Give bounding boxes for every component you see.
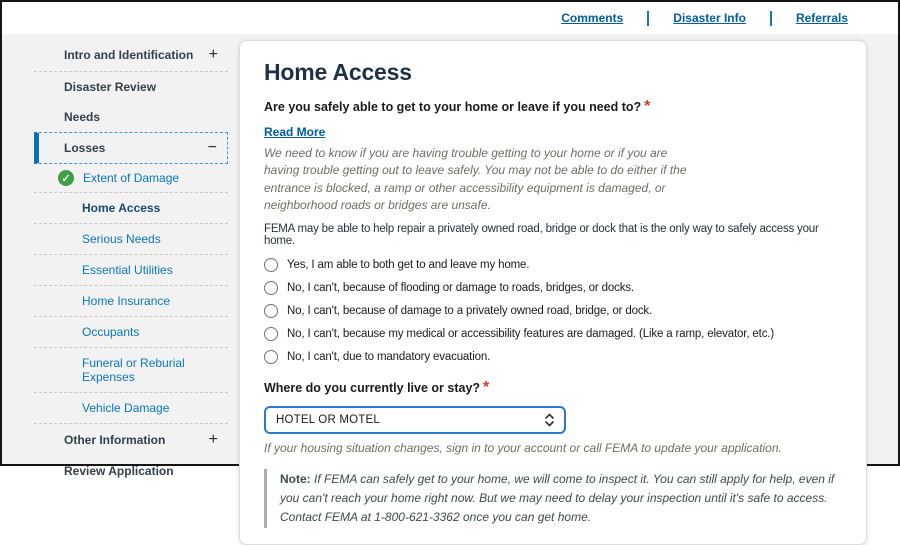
radio-label: No, I can't, because of flooding or damage to roads, bridges, or docks. bbox=[287, 281, 634, 294]
radio-option-mandatory-evacuation[interactable] bbox=[264, 350, 842, 364]
radio-option-flooding-damage[interactable] bbox=[264, 281, 842, 295]
nav-link-referrals[interactable]: Referrals bbox=[795, 11, 848, 25]
radio-button[interactable] bbox=[264, 281, 278, 295]
sidebar-item-home-insurance[interactable]: Home Insurance bbox=[82, 294, 171, 308]
sidebar-item-home-access[interactable]: Home Access bbox=[82, 201, 161, 215]
top-navigation bbox=[2, 2, 898, 34]
plus-icon[interactable]: + bbox=[208, 46, 218, 63]
read-more-link[interactable]: Read More bbox=[264, 125, 326, 139]
sidebar-item-serious-needs[interactable]: Serious Needs bbox=[82, 232, 161, 246]
check-circle-icon: ✓ bbox=[58, 170, 74, 186]
radio-button[interactable] bbox=[264, 258, 278, 272]
plus-icon[interactable]: + bbox=[208, 431, 218, 448]
page-title: Home Access bbox=[264, 59, 412, 85]
sidebar-item-label: Intro and Identification bbox=[64, 48, 194, 62]
sidebar-item-vehicle-damage[interactable]: Vehicle Damage bbox=[82, 401, 170, 415]
sidebar-item-essential-utilities[interactable]: Essential Utilities bbox=[82, 263, 173, 277]
sidebar-item-review-application[interactable]: Review Application bbox=[64, 464, 174, 478]
sidebar-item-other-information[interactable] bbox=[34, 424, 228, 456]
sidebar-item-intro-and-identification[interactable] bbox=[34, 39, 228, 71]
radio-button[interactable] bbox=[264, 304, 278, 318]
select-stepper-icon bbox=[544, 412, 555, 428]
note-label: Note: bbox=[280, 471, 311, 486]
sidebar-item-extent-of-damage[interactable] bbox=[34, 164, 228, 192]
radio-option-private-road-damage[interactable] bbox=[264, 304, 842, 318]
fema-info-text: FEMA may be able to help repair a privately owned road, bridge or dock that is the only way to safely access your home. bbox=[264, 222, 819, 247]
sidebar-item-funeral-or-reburial-expenses[interactable]: Funeral or Reburial Expenses bbox=[82, 356, 185, 384]
question-current-residence bbox=[264, 379, 842, 397]
radio-label: No, I can't, due to mandatory evacuation. bbox=[287, 350, 491, 363]
sidebar-item-losses-row[interactable] bbox=[39, 133, 227, 163]
question-home-access bbox=[264, 98, 842, 116]
housing-select-value: HOTEL OR MOTEL bbox=[276, 413, 380, 426]
radio-label: No, I can't, because of damage to a privately owned road, bridge, or dock. bbox=[287, 304, 653, 317]
question-label: Are you safely able to get to your home or leave if you need to? bbox=[264, 100, 642, 114]
radio-button[interactable] bbox=[264, 350, 278, 364]
sidebar-item-label: Other Information bbox=[64, 433, 166, 447]
note-box bbox=[264, 469, 842, 529]
radio-option-yes[interactable] bbox=[264, 258, 842, 272]
sidebar-item-occupants[interactable]: Occupants bbox=[82, 325, 140, 339]
required-asterisk: * bbox=[483, 378, 490, 396]
radio-label: Yes, I am able to both get to and leave my home. bbox=[287, 258, 530, 271]
question-label: Where do you currently live or stay? bbox=[264, 380, 481, 395]
sidebar-item-disaster-review[interactable]: Disaster Review bbox=[64, 80, 157, 94]
page-layout bbox=[2, 34, 898, 524]
nav-divider bbox=[770, 11, 772, 26]
radio-option-accessibility-damaged[interactable] bbox=[264, 327, 842, 341]
question-help-text: We need to know if you are having trouble getting to your home or if you are having trouble getting out to leave safely. You may not be able to do either if the entrance is blocked, a ramp or other accessibility equipment is damaged, or neighborhood roads or bridges are unsafe. bbox=[264, 146, 687, 213]
sidebar-item-needs[interactable]: Needs bbox=[64, 110, 101, 124]
radio-button[interactable] bbox=[264, 327, 278, 341]
housing-select[interactable] bbox=[264, 406, 566, 434]
nav-link-comments[interactable]: Comments bbox=[561, 11, 624, 25]
radio-label: No, I can't, because my medical or accessibility features are damaged. (Like a ramp, elevator, etc.) bbox=[287, 327, 775, 340]
main-content-card bbox=[239, 40, 867, 545]
sidebar-item-label: Losses bbox=[64, 141, 106, 155]
nav-link-disaster-info[interactable]: Disaster Info bbox=[673, 11, 746, 25]
nav-divider bbox=[647, 11, 649, 26]
required-asterisk: * bbox=[644, 98, 651, 115]
sidebar-item-losses[interactable] bbox=[34, 132, 228, 164]
sidebar-item-label: Extent of Damage bbox=[83, 171, 180, 185]
minus-icon[interactable]: − bbox=[207, 139, 217, 156]
housing-hint-text: If your housing situation changes, sign in to your account or call FEMA to update your application. bbox=[264, 440, 782, 455]
note-text: If FEMA can safely get to your home, we will come to inspect it. You can still apply for help, even if you can't reach your home right now. But we may need to delay your inspection until it's safe to access. Contact FEMA at 1-800-621-3362 once you can get home. bbox=[280, 471, 835, 524]
application-sidebar bbox=[2, 34, 239, 486]
